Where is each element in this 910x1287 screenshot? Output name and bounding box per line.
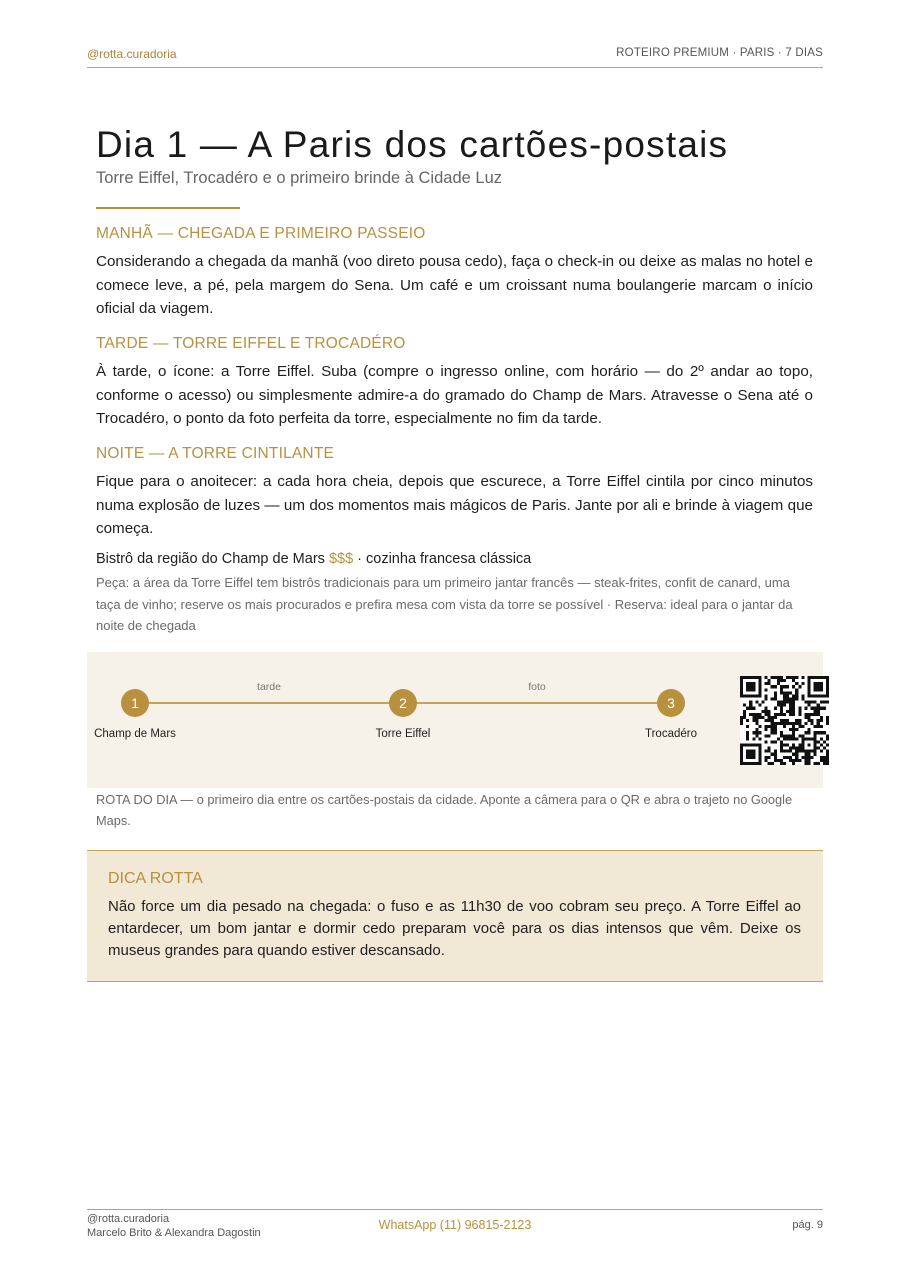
qr-code-icon[interactable]: [740, 676, 829, 765]
page-footer: [87, 1209, 823, 1250]
route-stop-marker: 3: [657, 689, 685, 717]
route-stop-marker: 1: [121, 689, 149, 717]
page-subtitle: Torre Eiffel, Trocadéro e o primeiro brinde à Cidade Luz: [96, 169, 502, 187]
footer-authors: Marcelo Brito & Alexandra Dagostin: [87, 1227, 261, 1239]
restaurant-note: Peça: a área da Torre Eiffel tem bistrôs tradicionais para um primeiro jantar francês — steak-frites, confit de canard, uma taça de vinho; reserve os mais procurados e prefira mesa com vista da torre se possível · Reserva: ideal para o jantar da noite de chegada: [96, 575, 793, 633]
title-divider: [96, 207, 240, 209]
route-stop-label: Torre Eiffel: [375, 728, 431, 740]
restaurant-cuisine: · cozinha francesa clássica: [353, 551, 532, 567]
restaurant-name: Bistrô da região do Champ de Mars: [96, 551, 325, 567]
restaurant-line: [96, 551, 531, 567]
section-morning-heading: MANHÃ — CHEGADA E PRIMEIRO PASSEIO: [96, 225, 426, 242]
section-afternoon-text: À tarde, o ícone: a Torre Eiffel. Suba (compre o ingresso online, com horário — do 2º andar ao topo, conforme o acesso) ou simplesmente admire-a do gramado do Champ de Mars. Atravesse o Sena até o Trocadéro, o ponto da foto perfeita da torre, especialmente no fim da tarde.: [96, 363, 813, 427]
tip-heading: DICA ROTTA: [108, 870, 203, 887]
footer-brand: @rotta.curadoria: [87, 1213, 170, 1225]
section-afternoon-heading: TARDE — TORRE EIFFEL E TROCADÉRO: [96, 335, 406, 352]
tip-text: Não force um dia pesado na chegada: o fuso e as 11h30 de voo cobram seu preço. A Torre Eiffel ao entardecer, um bom jantar e dormir cedo preparam você para os dias intensos que vêm. Deixe os museus grandes para quando estiver descansado.: [108, 898, 801, 959]
page-number: pág. 9: [792, 1219, 823, 1231]
page-header: [87, 46, 823, 68]
route-caption: ROTA DO DIA — o primeiro dia entre os cartões-postais da cidade. Aponte a câmera para o QR e abra o trajeto no Google Maps.: [96, 792, 793, 828]
page-title: Dia 1 — A Paris dos cartões-postais: [96, 124, 729, 165]
section-morning-text: Considerando a chegada da manhã (voo direto pousa cedo), faça o check-in ou deixe as malas no hotel e comece leve, a pé, pela margem do Sena. Um café e um croissant numa boulangerie marcam o início oficial da viagem.: [96, 253, 813, 317]
section-night-text: Fique para o anoitecer: a cada hora cheia, depois que escurece, a Torre Eiffel cintila por cinco minutos numa explosão de luzes — um dos momentos mais mágicos de Paris. Jante por ali e brinde à viagem que começa.: [96, 473, 813, 537]
tip-box: [87, 850, 823, 982]
section-night-heading: NOITE — A TORRE CINTILANTE: [96, 445, 335, 462]
header-brand: @rotta.curadoria: [87, 47, 177, 61]
route-map: [87, 652, 823, 788]
route-stop-label: Champ de Mars: [94, 728, 176, 740]
segment-label: tarde: [257, 681, 281, 693]
segment-label: foto: [528, 681, 546, 693]
restaurant-price: $$$: [328, 551, 354, 567]
header-doc-label: ROTEIRO PREMIUM · PARIS · 7 DIAS: [616, 47, 823, 59]
footer-contact-link[interactable]: WhatsApp (11) 96815-2123: [378, 1218, 532, 1232]
route-stop-label: Trocadéro: [645, 728, 697, 740]
route-stop-marker: 2: [389, 689, 417, 717]
